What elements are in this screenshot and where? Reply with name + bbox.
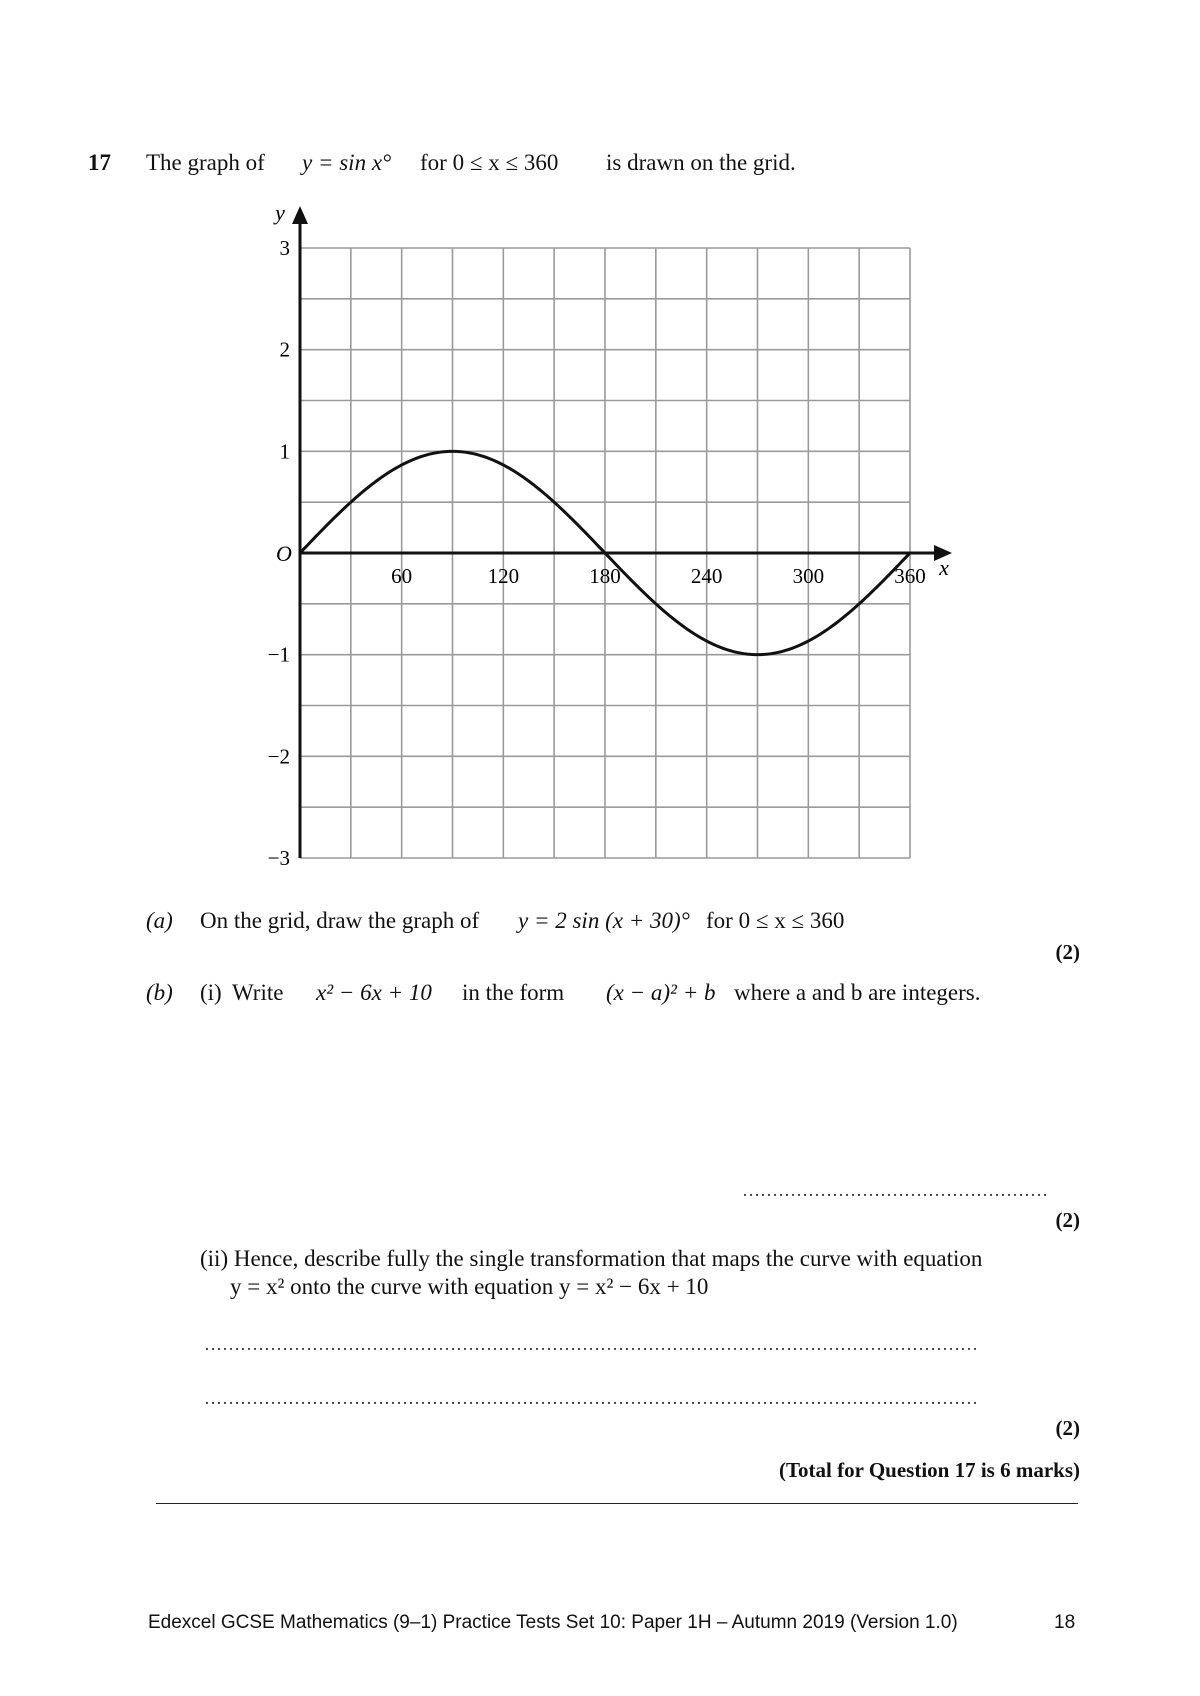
question-intro-b: is drawn on the grid. bbox=[606, 150, 796, 175]
part-b-in-the-form: in the form bbox=[462, 980, 565, 1005]
y-axis-arrow bbox=[292, 206, 308, 224]
y-tick-label: −2 bbox=[267, 744, 290, 769]
answer-line-b-ii-1[interactable]: ………………………………………………………………………………………………………………… bbox=[204, 1334, 978, 1354]
part-b-ii-marks: (2) bbox=[1055, 1416, 1080, 1440]
answer-line-b-i[interactable]: …………………………………………… bbox=[742, 1180, 1048, 1200]
x-tick-label: 360 bbox=[894, 564, 926, 588]
part-a-range: for 0 ≤ x ≤ 360 bbox=[706, 908, 845, 933]
question-intro-range: for 0 ≤ x ≤ 360 bbox=[420, 150, 559, 175]
question-intro-a: The graph of bbox=[146, 150, 265, 175]
part-b-form: (x − a)² + b bbox=[606, 980, 716, 1005]
tick-labels bbox=[268, 200, 949, 870]
total-marks: (Total for Question 17 is 6 marks) bbox=[778, 1458, 1080, 1482]
y-tick-label: −1 bbox=[267, 642, 290, 667]
part-b-i-marks: (2) bbox=[1055, 1208, 1080, 1232]
page-number: 18 bbox=[1054, 1612, 1076, 1633]
part-a-label: (a) bbox=[146, 908, 173, 933]
x-tick-label: 240 bbox=[690, 564, 723, 588]
footer-text: Edexcel GCSE Mathematics (9–1) Practice Tests Set 10: Paper 1H – Autumn 2019 (Version 1.0) bbox=[148, 1612, 958, 1633]
origin-label: O bbox=[276, 541, 292, 566]
y-tick-label: 2 bbox=[279, 337, 290, 362]
part-b-where: where a and b are integers. bbox=[734, 980, 981, 1005]
part-a-equation: y = 2 sin (x + 30)° bbox=[518, 908, 690, 933]
part-b-sub-ii-line1: (ii) Hence, describe fully the single transformation that maps the curve with equation bbox=[200, 1246, 983, 1271]
x-axis-label: x bbox=[939, 555, 949, 580]
x-tick-label: 120 bbox=[487, 564, 520, 588]
part-b-sub-ii-line2: y = x² onto the curve with equation y = x² − 6x + 10 bbox=[230, 1274, 709, 1299]
answer-line-b-ii-2[interactable]: ………………………………………………………………………………………………………………… bbox=[204, 1388, 978, 1408]
part-b-expression: x² − 6x + 10 bbox=[316, 980, 432, 1005]
part-b-label: (b) bbox=[146, 980, 173, 1005]
question-number: 17 bbox=[88, 150, 111, 175]
part-b-sub-i: (i) bbox=[200, 980, 222, 1005]
question-divider bbox=[156, 1503, 1078, 1504]
y-axis-label: y bbox=[275, 200, 285, 225]
y-tick-label: −3 bbox=[267, 846, 290, 870]
x-tick-label: 180 bbox=[589, 564, 621, 588]
question-intro-equation: y = sin x° bbox=[302, 150, 392, 175]
x-tick-label: 60 bbox=[391, 564, 413, 588]
part-a-text: On the grid, draw the graph of bbox=[200, 908, 480, 933]
part-a-marks: (2) bbox=[1055, 940, 1080, 964]
part-b-write: Write bbox=[232, 980, 284, 1005]
axes bbox=[292, 206, 952, 858]
x-tick-label: 300 bbox=[792, 564, 825, 588]
y-tick-label: 3 bbox=[279, 236, 290, 260]
y-tick-label: 1 bbox=[279, 439, 290, 464]
